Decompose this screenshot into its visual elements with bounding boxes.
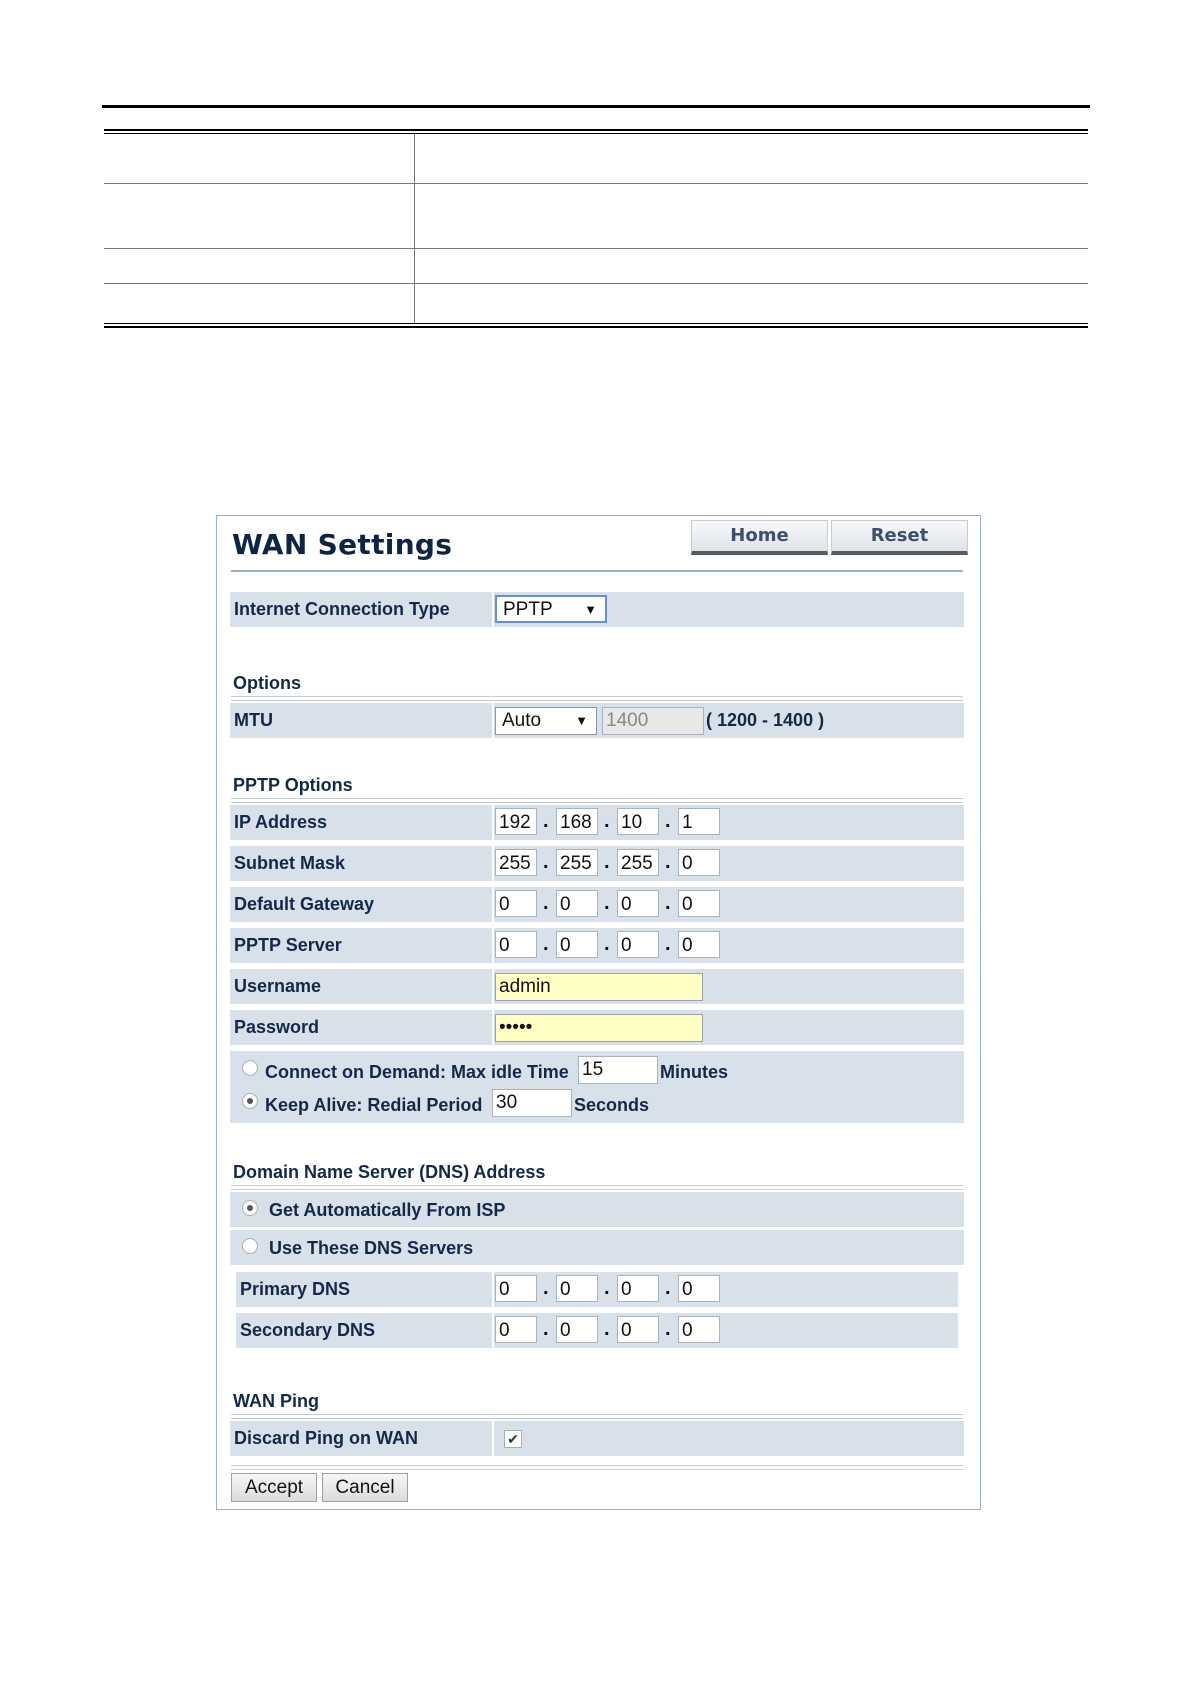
server-octet-3[interactable]: 0 xyxy=(617,931,659,958)
ip-octet-4[interactable]: 1 xyxy=(678,808,720,835)
cancel-button[interactable]: Cancel xyxy=(322,1473,408,1502)
ip-separator: . xyxy=(665,810,671,832)
section-divider xyxy=(231,696,963,701)
minutes-label: Minutes xyxy=(660,1062,729,1082)
secondary-dns-label: Secondary DNS xyxy=(240,1313,494,1348)
doc-table-bottom-border xyxy=(104,323,1088,328)
dropdown-arrow-icon: ▼ xyxy=(584,602,597,617)
username-input[interactable]: admin xyxy=(495,973,703,1001)
section-divider xyxy=(231,1414,963,1419)
gateway-octet-4[interactable]: 0 xyxy=(678,890,720,917)
section-divider xyxy=(231,1465,963,1470)
dns-manual-row xyxy=(230,1230,964,1265)
default-gateway-label: Default Gateway xyxy=(234,887,494,922)
primary-dns-octet-4[interactable]: 0 xyxy=(678,1275,720,1302)
options-heading: Options xyxy=(233,673,301,693)
server-octet-2[interactable]: 0 xyxy=(556,931,598,958)
doc-table-row xyxy=(104,248,1088,249)
ip-separator: . xyxy=(665,892,671,914)
dns-manual-radio[interactable] xyxy=(242,1238,258,1254)
ip-separator: . xyxy=(604,810,610,832)
subnet-mask-row xyxy=(230,846,964,881)
redial-period-input[interactable]: 30 xyxy=(492,1089,572,1117)
title-divider xyxy=(231,570,963,572)
ip-octet-2[interactable]: 168 xyxy=(556,808,598,835)
section-divider xyxy=(231,798,963,803)
primary-dns-octet-1[interactable]: 0 xyxy=(495,1275,537,1302)
default-gateway-row xyxy=(230,887,964,922)
primary-dns-label: Primary DNS xyxy=(240,1272,494,1307)
discard-ping-row xyxy=(230,1421,964,1456)
mtu-range-text: ( 1200 - 1400 ) xyxy=(706,710,825,730)
password-input[interactable]: ••••• xyxy=(495,1014,703,1042)
ip-separator: . xyxy=(665,933,671,955)
max-idle-time-input[interactable]: 15 xyxy=(578,1056,658,1084)
discard-ping-label: Discard Ping on WAN xyxy=(234,1421,494,1456)
doc-table-row xyxy=(104,283,1088,284)
secondary-dns-octet-1[interactable]: 0 xyxy=(495,1316,537,1343)
header-rule xyxy=(102,105,1090,108)
ip-octet-1[interactable]: 192 xyxy=(495,808,537,835)
section-divider xyxy=(231,1185,963,1190)
ip-octet-3[interactable]: 10 xyxy=(617,808,659,835)
doc-table-top-border xyxy=(104,129,1088,134)
ip-separator: . xyxy=(543,892,549,914)
connection-mode-row xyxy=(230,1051,964,1123)
password-label: Password xyxy=(234,1010,494,1045)
password-row xyxy=(230,1010,964,1045)
username-label: Username xyxy=(234,969,494,1004)
primary-dns-row xyxy=(236,1272,958,1307)
secondary-dns-octet-4[interactable]: 0 xyxy=(678,1316,720,1343)
dns-heading: Domain Name Server (DNS) Address xyxy=(233,1162,546,1182)
ip-separator: . xyxy=(604,1318,610,1340)
ip-separator: . xyxy=(604,1277,610,1299)
dns-auto-radio[interactable] xyxy=(242,1200,258,1216)
ip-separator: . xyxy=(543,810,549,832)
connect-on-demand-radio[interactable] xyxy=(242,1060,258,1076)
gateway-octet-1[interactable]: 0 xyxy=(495,890,537,917)
ip-separator: . xyxy=(543,1318,549,1340)
primary-dns-octet-3[interactable]: 0 xyxy=(617,1275,659,1302)
ip-separator: . xyxy=(665,851,671,873)
mtu-mode-value: Auto xyxy=(502,710,542,731)
subnet-mask-label: Subnet Mask xyxy=(234,846,494,881)
wan-ping-heading: WAN Ping xyxy=(233,1391,319,1411)
mtu-value-input[interactable]: 1400 xyxy=(602,707,704,735)
reset-button[interactable]: Reset xyxy=(831,520,968,555)
mtu-mode-select[interactable] xyxy=(495,707,597,735)
ip-separator: . xyxy=(604,851,610,873)
subnet-octet-4[interactable]: 0 xyxy=(678,849,720,876)
server-octet-1[interactable]: 0 xyxy=(495,931,537,958)
keep-alive-radio[interactable] xyxy=(242,1093,258,1109)
page-title: WAN Settings xyxy=(232,528,453,561)
accept-button[interactable]: Accept xyxy=(231,1473,317,1502)
ip-separator: . xyxy=(543,851,549,873)
connection-type-select[interactable] xyxy=(495,595,607,623)
ip-separator: . xyxy=(604,933,610,955)
pptp-server-label: PPTP Server xyxy=(234,928,494,963)
doc-table-column-divider xyxy=(414,134,415,324)
keep-alive-label: Keep Alive: Redial Period xyxy=(265,1095,483,1115)
mtu-row xyxy=(230,703,964,738)
ip-separator: . xyxy=(543,933,549,955)
subnet-octet-3[interactable]: 255 xyxy=(617,849,659,876)
gateway-octet-3[interactable]: 0 xyxy=(617,890,659,917)
gateway-octet-2[interactable]: 0 xyxy=(556,890,598,917)
ip-separator: . xyxy=(665,1318,671,1340)
home-button[interactable]: Home xyxy=(691,520,828,555)
ip-separator: . xyxy=(543,1277,549,1299)
ip-address-row xyxy=(230,805,964,840)
dropdown-arrow-icon: ▼ xyxy=(575,713,588,728)
dns-auto-label: Get Automatically From ISP xyxy=(269,1200,506,1220)
connect-on-demand-label: Connect on Demand: Max idle Time xyxy=(265,1062,569,1082)
seconds-label: Seconds xyxy=(574,1095,650,1115)
ip-address-label: IP Address xyxy=(234,805,494,840)
secondary-dns-octet-3[interactable]: 0 xyxy=(617,1316,659,1343)
mtu-label: MTU xyxy=(234,703,494,738)
dns-manual-label: Use These DNS Servers xyxy=(269,1238,474,1258)
primary-dns-octet-2[interactable]: 0 xyxy=(556,1275,598,1302)
username-row xyxy=(230,969,964,1004)
secondary-dns-row xyxy=(236,1313,958,1348)
ip-separator: . xyxy=(604,892,610,914)
ip-separator: . xyxy=(665,1277,671,1299)
secondary-dns-octet-2[interactable]: 0 xyxy=(556,1316,598,1343)
wan-settings-panel xyxy=(216,515,981,1510)
server-octet-4[interactable]: 0 xyxy=(678,931,720,958)
connection-type-value: PPTP xyxy=(503,599,553,620)
discard-ping-checkbox[interactable] xyxy=(504,1430,522,1448)
pptp-options-heading: PPTP Options xyxy=(233,775,353,795)
doc-table-row xyxy=(104,183,1088,184)
subnet-octet-1[interactable]: 255 xyxy=(495,849,537,876)
pptp-server-row xyxy=(230,928,964,963)
subnet-octet-2[interactable]: 255 xyxy=(556,849,598,876)
connection-type-row xyxy=(230,592,964,627)
checkmark-icon: ✔ xyxy=(507,1431,519,1447)
dns-auto-row xyxy=(230,1192,964,1227)
connection-type-label: Internet Connection Type xyxy=(234,592,494,627)
